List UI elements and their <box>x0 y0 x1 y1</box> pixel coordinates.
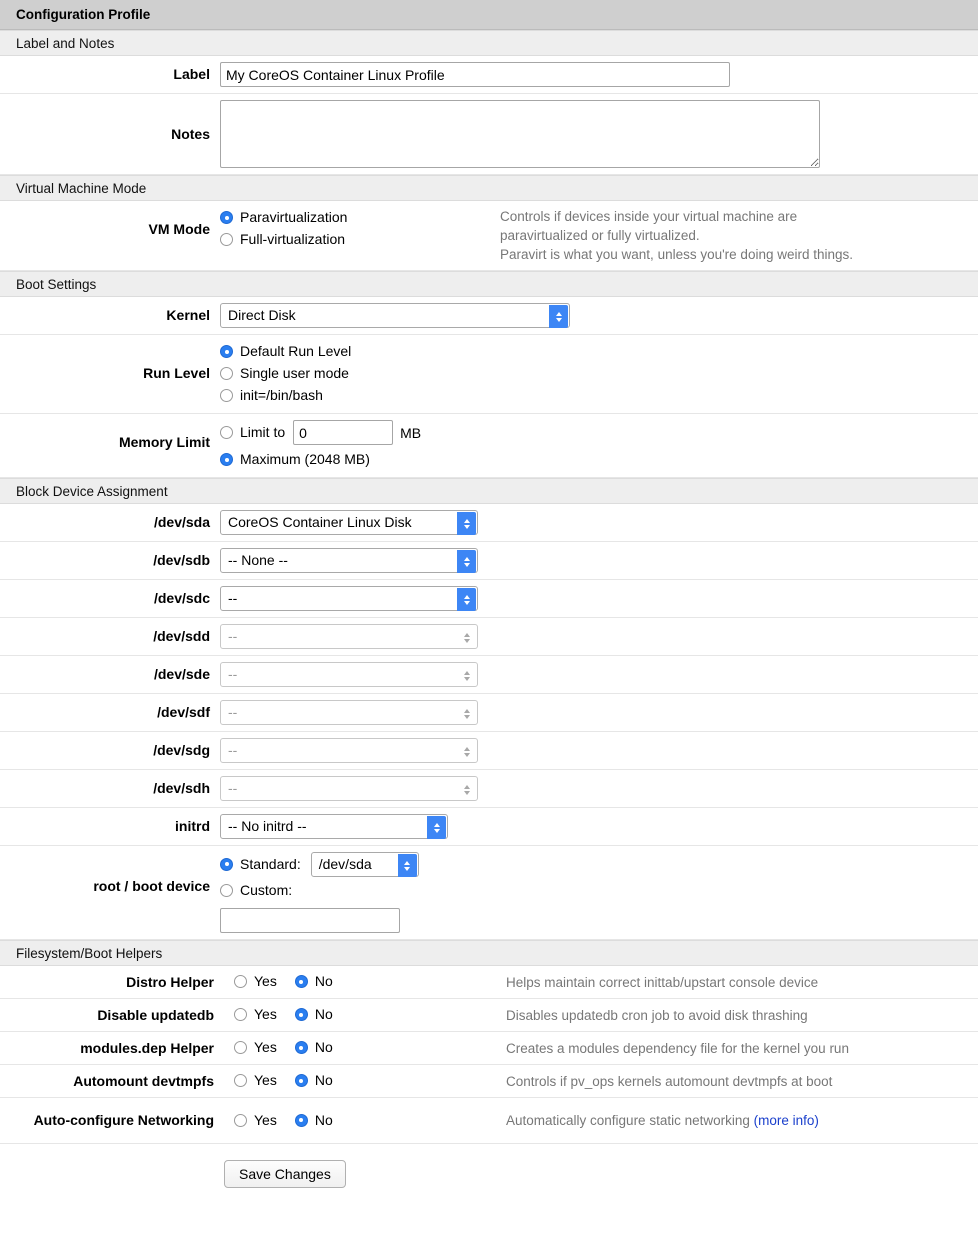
vm-mode-help-line-2: paravirtualized or fully virtualized. <box>500 228 700 243</box>
radio-indicator[interactable] <box>295 1074 308 1087</box>
block-device-row-sda <box>0 504 978 542</box>
label-field-label: Label <box>173 66 210 82</box>
kernel-select[interactable] <box>220 303 570 328</box>
radio-indicator[interactable] <box>220 426 233 439</box>
block-device-row-sdc <box>0 580 978 618</box>
helper-help-automount-devtmpfs: Controls if pv_ops kernels automount devtmpfs at boot <box>506 1073 833 1089</box>
run-level-option-init-bin-bash[interactable] <box>220 385 351 406</box>
chevron-updown-icon[interactable] <box>457 588 476 611</box>
chevron-updown-icon <box>457 778 476 801</box>
section-filesystem-boot-helpers: Filesystem/Boot Helpers <box>0 940 978 966</box>
block-device-row-sdh <box>0 770 978 808</box>
memory-maximum-label: Maximum (2048 MB) <box>240 451 370 467</box>
save-changes-button[interactable]: Save Changes <box>224 1160 346 1188</box>
vm-mode-option-label: Paravirtualization <box>240 209 348 225</box>
root-boot-device-label: root / boot device <box>93 878 210 894</box>
notes-row <box>0 94 978 175</box>
block-device-row-sdf <box>0 694 978 732</box>
memory-limit-to-option[interactable] <box>220 422 285 443</box>
block-device-value-sdg: -- <box>228 742 238 758</box>
helper-row-automount-devtmpfs <box>0 1065 978 1098</box>
helper-row-auto-configure-networking <box>0 1098 978 1144</box>
block-device-row-sdd <box>0 618 978 656</box>
block-device-value-sdb: -- None -- <box>228 552 288 568</box>
radio-indicator[interactable] <box>234 975 247 988</box>
initrd-select[interactable] <box>220 814 448 839</box>
block-device-select-sdh[interactable] <box>220 776 478 801</box>
helper-label-text: Auto-configure Networking <box>33 1112 214 1128</box>
block-device-select-sdg[interactable] <box>220 738 478 763</box>
helper-row-disable-updatedb <box>0 999 978 1032</box>
root-boot-custom-label: Custom: <box>240 882 293 898</box>
helper-yes-auto-configure-networking[interactable] <box>234 1110 277 1131</box>
block-device-value-sdc: -- <box>228 590 238 606</box>
helper-help-text: Automatically configure static networking <box>506 1113 754 1128</box>
chevron-updown-icon <box>457 702 476 725</box>
radio-indicator[interactable] <box>220 884 233 897</box>
memory-limit-label: Memory Limit <box>118 434 210 450</box>
block-device-label-sde: /dev/sde <box>153 666 210 682</box>
radio-indicator[interactable] <box>234 1074 247 1087</box>
radio-indicator[interactable] <box>220 389 233 402</box>
helper-no-label: No <box>314 1039 333 1055</box>
section-block-device-assignment: Block Device Assignment <box>0 478 978 504</box>
radio-indicator[interactable] <box>295 975 308 988</box>
window-title: Configuration Profile <box>0 0 978 30</box>
chevron-updown-icon[interactable] <box>427 816 446 839</box>
root-boot-custom-option[interactable] <box>220 880 419 901</box>
chevron-updown-icon[interactable] <box>457 512 476 535</box>
radio-indicator[interactable] <box>220 233 233 246</box>
root-boot-standard-option[interactable] <box>220 854 301 875</box>
block-device-value-sdh: -- <box>228 780 238 796</box>
vm-mode-help <box>500 207 970 264</box>
radio-indicator[interactable] <box>234 1114 247 1127</box>
helper-no-auto-configure-networking[interactable] <box>295 1110 333 1131</box>
block-device-label-sdg: /dev/sdg <box>153 742 210 758</box>
vm-mode-label: VM Mode <box>148 221 210 237</box>
notes-textarea[interactable] <box>220 100 820 168</box>
block-device-select-sda[interactable] <box>220 510 478 535</box>
helper-label-auto-configure-networking <box>0 1111 226 1130</box>
block-device-row-sdg <box>0 732 978 770</box>
root-boot-device-row <box>0 846 978 940</box>
vm-mode-option-label: Full-virtualization <box>240 231 346 247</box>
helper-yes-automount-devtmpfs[interactable] <box>234 1070 277 1091</box>
block-device-label-sdh: /dev/sdh <box>153 780 210 796</box>
block-device-select-sde[interactable] <box>220 662 478 687</box>
run-level-option-default[interactable] <box>220 341 351 362</box>
block-device-select-sdb[interactable] <box>220 548 478 573</box>
memory-limit-to-line <box>220 420 421 445</box>
initrd-label: initrd <box>175 818 210 834</box>
helper-yes-label: Yes <box>254 973 277 989</box>
helper-no-label: No <box>314 1006 333 1022</box>
chevron-updown-icon <box>457 664 476 687</box>
run-level-option-label: Single user mode <box>240 365 349 381</box>
block-device-label-sdd: /dev/sdd <box>153 628 210 644</box>
helper-yes-label: Yes <box>254 1039 277 1055</box>
helper-no-disable-updatedb[interactable] <box>295 1004 333 1025</box>
helper-yes-distro-helper[interactable] <box>234 971 277 992</box>
section-virtual-machine-mode: Virtual Machine Mode <box>0 175 978 201</box>
radio-indicator[interactable] <box>295 1008 308 1021</box>
root-boot-standard-value: /dev/sda <box>318 856 372 872</box>
section-label-and-notes: Label and Notes <box>0 30 978 56</box>
helper-yes-disable-updatedb[interactable] <box>234 1004 277 1025</box>
radio-indicator[interactable] <box>295 1041 308 1054</box>
block-device-label-sdc: /dev/sdc <box>153 590 210 606</box>
root-boot-standard-line <box>220 852 419 877</box>
root-boot-custom-input[interactable] <box>220 908 400 933</box>
run-level-row <box>0 335 978 414</box>
run-level-option-single-user[interactable] <box>220 363 351 384</box>
label-input[interactable] <box>220 62 730 87</box>
initrd-value: -- No initrd -- <box>228 818 307 834</box>
memory-limit-input[interactable] <box>293 420 393 445</box>
chevron-updown-icon[interactable] <box>398 854 417 877</box>
chevron-updown-icon[interactable] <box>549 305 568 328</box>
block-device-value-sdd: -- <box>228 628 238 644</box>
helper-yes-label: Yes <box>254 1072 277 1088</box>
memory-limit-to-label: Limit to <box>240 423 286 440</box>
helper-help-distro-helper: Helps maintain correct inittab/upstart console device <box>506 974 819 990</box>
save-button-container <box>0 1144 978 1210</box>
vm-mode-option-full-virtualization[interactable] <box>220 229 500 250</box>
memory-limit-row <box>0 414 978 478</box>
helper-yes-modules-dep-helper[interactable] <box>234 1037 277 1058</box>
block-device-label-sda: /dev/sda <box>153 514 210 530</box>
helper-help-modules-dep-helper: Creates a modules dependency file for the kernel you run <box>506 1040 849 1056</box>
block-device-value-sdf: -- <box>228 704 238 720</box>
helper-yes-label: Yes <box>254 1006 277 1022</box>
helper-label-automount-devtmpfs: Automount devtmpfs <box>73 1072 214 1089</box>
chevron-updown-icon[interactable] <box>457 550 476 573</box>
root-boot-standard-select[interactable] <box>311 852 419 877</box>
radio-indicator[interactable] <box>220 345 233 358</box>
block-device-label-sdf: /dev/sdf <box>157 704 210 720</box>
helper-help-disable-updatedb: Disables updatedb cron job to avoid disk thrashing <box>506 1007 808 1023</box>
chevron-updown-icon <box>457 740 476 763</box>
helper-label-modules-dep-helper: modules.dep Helper <box>80 1039 214 1056</box>
radio-indicator[interactable] <box>220 453 233 466</box>
kernel-label: Kernel <box>166 307 210 323</box>
chevron-updown-icon <box>457 626 476 649</box>
block-device-select-sdd[interactable] <box>220 624 478 649</box>
helper-row-distro-helper <box>0 966 978 999</box>
radio-indicator[interactable] <box>295 1114 308 1127</box>
block-device-row-sdb <box>0 542 978 580</box>
radio-indicator[interactable] <box>220 211 233 224</box>
radio-indicator[interactable] <box>220 367 233 380</box>
block-device-select-sdc[interactable] <box>220 586 478 611</box>
vm-mode-option-paravirtualization[interactable] <box>220 207 500 228</box>
helper-no-automount-devtmpfs[interactable] <box>295 1070 333 1091</box>
memory-limit-unit: MB <box>400 424 422 441</box>
vm-mode-help-line-1: Controls if devices inside your virtual machine are <box>500 209 798 224</box>
block-device-row-sde <box>0 656 978 694</box>
helper-no-label: No <box>314 1111 333 1128</box>
initrd-row <box>0 808 978 846</box>
root-boot-standard-label: Standard: <box>240 855 301 872</box>
helper-no-distro-helper[interactable] <box>295 971 333 992</box>
helper-label-disable-updatedb: Disable updatedb <box>97 1006 214 1023</box>
helper-yes-label: Yes <box>254 1111 277 1128</box>
kernel-row <box>0 297 978 335</box>
more-info-link[interactable]: (more info) <box>753 1113 819 1128</box>
run-level-option-label: Default Run Level <box>240 343 352 359</box>
vm-mode-row <box>0 201 978 271</box>
helper-label-distro-helper: Distro Helper <box>126 973 214 990</box>
kernel-select-value: Direct Disk <box>228 307 296 323</box>
block-device-value-sde: -- <box>228 666 238 682</box>
helper-row-modules-dep-helper <box>0 1032 978 1065</box>
section-boot-settings: Boot Settings <box>0 271 978 297</box>
run-level-label: Run Level <box>143 365 210 381</box>
helper-no-modules-dep-helper[interactable] <box>295 1037 333 1058</box>
notes-field-label: Notes <box>171 126 210 142</box>
block-device-label-sdb: /dev/sdb <box>153 552 210 568</box>
vm-mode-help-line-3: Paravirt is what you want, unless you're doing weird things. <box>500 247 854 262</box>
radio-indicator[interactable] <box>234 1008 247 1021</box>
memory-maximum-option[interactable] <box>220 449 421 470</box>
helper-no-label: No <box>314 973 333 989</box>
run-level-option-label: init=/bin/bash <box>240 387 323 403</box>
helper-no-label: No <box>314 1072 333 1088</box>
block-device-value-sda: CoreOS Container Linux Disk <box>228 514 412 530</box>
radio-indicator[interactable] <box>234 1041 247 1054</box>
label-row <box>0 56 978 94</box>
block-device-select-sdf[interactable] <box>220 700 478 725</box>
helper-help-auto-configure-networking <box>506 1111 976 1130</box>
radio-indicator[interactable] <box>220 858 233 871</box>
